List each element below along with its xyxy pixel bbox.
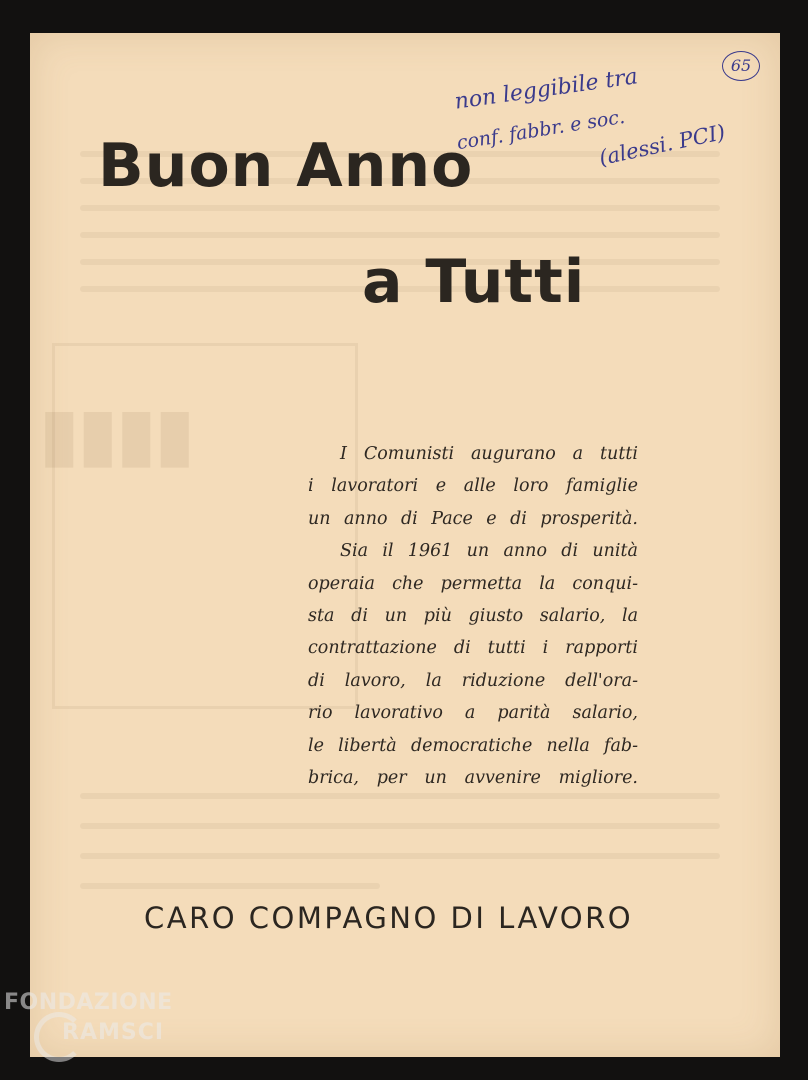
bleed-through-line — [80, 853, 720, 859]
bleed-through-text: ▮▮▮▮ — [40, 397, 195, 474]
fondazione-gramsci-watermark — [4, 990, 204, 1070]
title-line-2: a Tutti — [362, 247, 586, 317]
message-line: sta di un più giusto salario, la — [308, 606, 638, 627]
message-line: un anno di Pace e di prosperità. — [308, 508, 638, 529]
leaflet-page — [30, 33, 780, 1057]
message-line: I Comunisti augurano a tutti — [340, 444, 638, 464]
archive-number-circle: 65 — [722, 51, 760, 81]
handwritten-note-line-2: conf. fabbr. e soc. — [455, 105, 627, 155]
handwritten-note-line-1: non leggibile tra — [453, 64, 640, 115]
message-line: le libertà democratiche nella fab- — [308, 735, 638, 756]
message-line: brica, per un avvenire migliore. — [308, 768, 638, 789]
bleed-through-line — [80, 232, 720, 238]
title-line-1: Buon Anno — [98, 131, 474, 201]
message-line: di lavoro, la riduzione dell'ora- — [308, 670, 638, 691]
message-line: operaia che permetta la conqui- — [308, 573, 638, 594]
handwritten-note-line-3: (alessi. PCI) — [596, 119, 728, 171]
bleed-through-line — [80, 205, 720, 211]
message-line: Sia il 1961 un anno di unità — [340, 541, 638, 562]
bleed-through-line — [80, 823, 720, 829]
message-line: i lavoratori e alle loro famiglie — [308, 476, 638, 497]
bleed-through-line — [80, 883, 380, 889]
message-line: rio lavorativo a parità salario, — [308, 703, 638, 724]
greeting-message — [308, 438, 638, 794]
watermark-line-2: RAMSCI — [62, 1020, 165, 1045]
bottom-heading: CARO COMPAGNO DI LAVORO — [144, 901, 634, 935]
watermark-line-1: FONDAZIONE — [4, 990, 173, 1015]
message-line: contrattazione di tutti i rapporti — [308, 638, 638, 659]
